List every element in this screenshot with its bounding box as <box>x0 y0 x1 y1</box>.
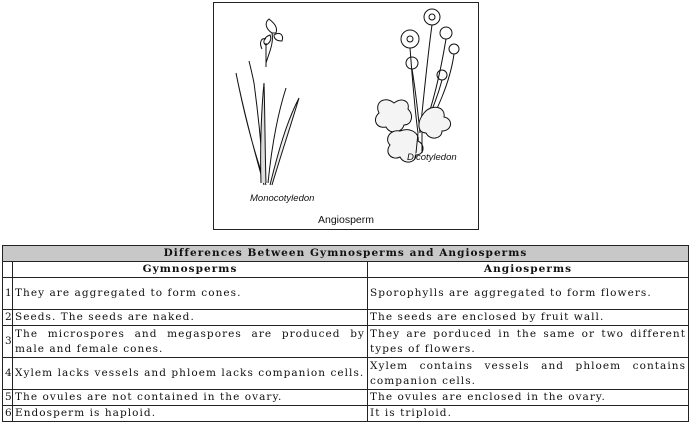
table-row <box>3 310 689 326</box>
monocotyledon-label: Monocotyledon <box>250 193 315 204</box>
table-title-row <box>3 246 689 262</box>
angiosperms-header: Angiosperms <box>368 262 689 278</box>
dicotyledon-label: Dicotyledon <box>407 152 457 163</box>
table-title: Differences Between Gymnosperms and Angiosperms <box>3 246 689 262</box>
angiosperm-cell: The ovules are enclosed in the ovary. <box>368 390 689 406</box>
table-header-row <box>3 262 689 278</box>
angiosperm-cell: Sporophylls are aggregated to form flowers. <box>368 278 689 310</box>
angiosperm-cell: It is triploid. <box>368 406 689 422</box>
number-header <box>3 262 13 278</box>
row-number: 5 <box>3 390 13 406</box>
table-row <box>3 390 689 406</box>
gymnosperm-cell: The microspores and megaspores are produced by male and female cones. <box>13 326 368 358</box>
row-number: 3 <box>3 326 13 358</box>
row-number: 4 <box>3 358 13 390</box>
differences-table <box>2 245 689 422</box>
angiosperm-figure <box>213 2 479 230</box>
row-number: 1 <box>3 278 13 310</box>
table-row <box>3 358 689 390</box>
angiosperm-cell: The seeds are enclosed by fruit wall. <box>368 310 689 326</box>
gymnosperm-cell: They are aggregated to form cones. <box>13 278 368 310</box>
table-row <box>3 278 689 310</box>
monocot-plant-drawing <box>236 19 299 185</box>
row-number: 2 <box>3 310 13 326</box>
row-number: 6 <box>3 406 13 422</box>
gymnosperms-header: Gymnosperms <box>13 262 368 278</box>
gymnosperm-cell: The ovules are not contained in the ovary. <box>13 390 368 406</box>
gymnosperm-cell: Endosperm is haploid. <box>13 406 368 422</box>
angiosperm-cell: Xylem contains vessels and phloem contains companion cells. <box>368 358 689 390</box>
dicot-plant-drawing <box>375 9 459 162</box>
table-row <box>3 406 689 422</box>
gymnosperm-cell: Seeds. The seeds are naked. <box>13 310 368 326</box>
figure-caption: Angiosperm <box>317 214 375 226</box>
angiosperm-cell: They are porduced in the same or two different types of flowers. <box>368 326 689 358</box>
gymnosperm-cell: Xylem lacks vessels and phloem lacks companion cells. <box>13 358 368 390</box>
table-row <box>3 326 689 358</box>
